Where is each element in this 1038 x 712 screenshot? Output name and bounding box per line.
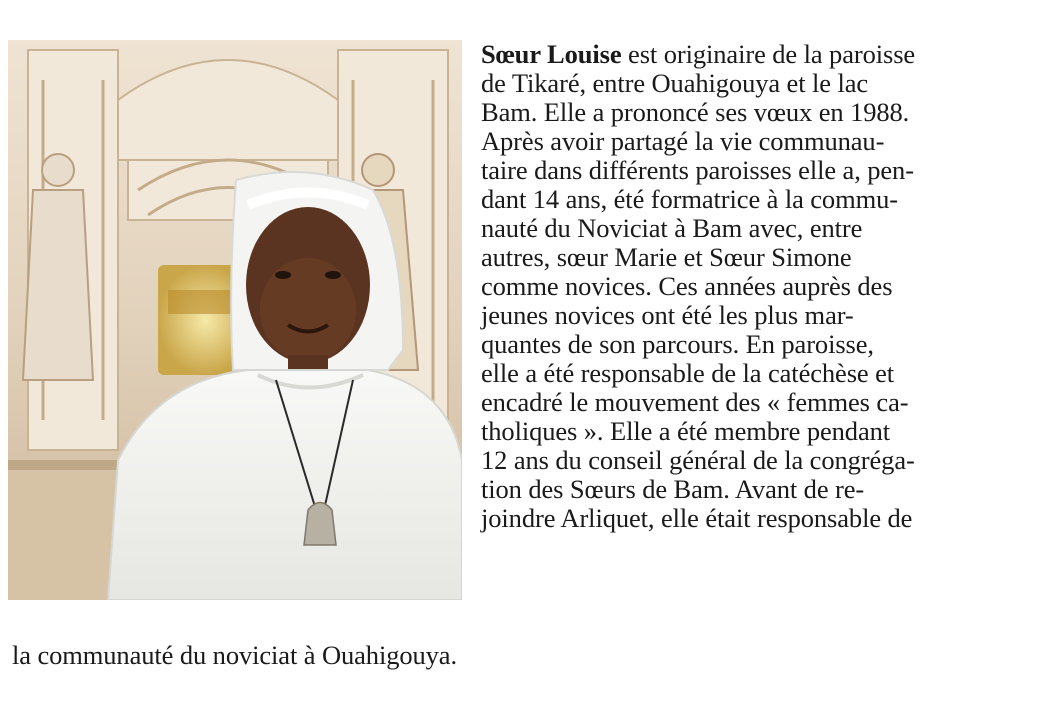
text-line: 12 ans du conseil général de la congréga- (481, 445, 915, 475)
text-line-1 (481, 40, 1031, 69)
text-line: autres, sœur Marie et Sœur Simone (481, 242, 852, 272)
text-line-1-rest: est originaire de la paroisse (621, 39, 916, 69)
text-line: Après avoir partagé la vie communau- (481, 126, 885, 156)
text-line: dant 14 ans, été formatrice à la commu- (481, 184, 898, 214)
text-line: taire dans différents paroisses elle a, pen- (481, 155, 914, 185)
article-body (481, 40, 1031, 533)
text-line: Bam. Elle a prononcé ses vœux en 1988. (481, 97, 910, 127)
text-line: comme novices. Ces années auprès des (481, 271, 893, 301)
portrait-photo (8, 40, 462, 600)
text-line: tholiques ». Elle a été membre pendant (481, 416, 891, 446)
text-line: encadré le mouvement des « femmes ca- (481, 387, 909, 417)
text-line: jeunes novices ont été les plus mar- (481, 300, 854, 330)
text-line: de Tikaré, entre Ouahigouya et le lac (481, 68, 869, 98)
sister-name: Sœur Louise (481, 39, 622, 69)
text-line-final: la communauté du noviciat à Ouahigouya. (12, 640, 457, 670)
portrait-illustration (8, 40, 462, 600)
text-line: elle a été responsable de la catéchèse et (481, 358, 895, 388)
text-line: tion des Sœurs de Bam. Avant de re- (481, 474, 865, 504)
text-line: joindre Arliquet, elle était responsable de (481, 503, 913, 533)
text-line: nauté du Noviciat à Bam avec, entre (481, 213, 863, 243)
text-line: quantes de son parcours. En paroisse, (481, 329, 874, 359)
